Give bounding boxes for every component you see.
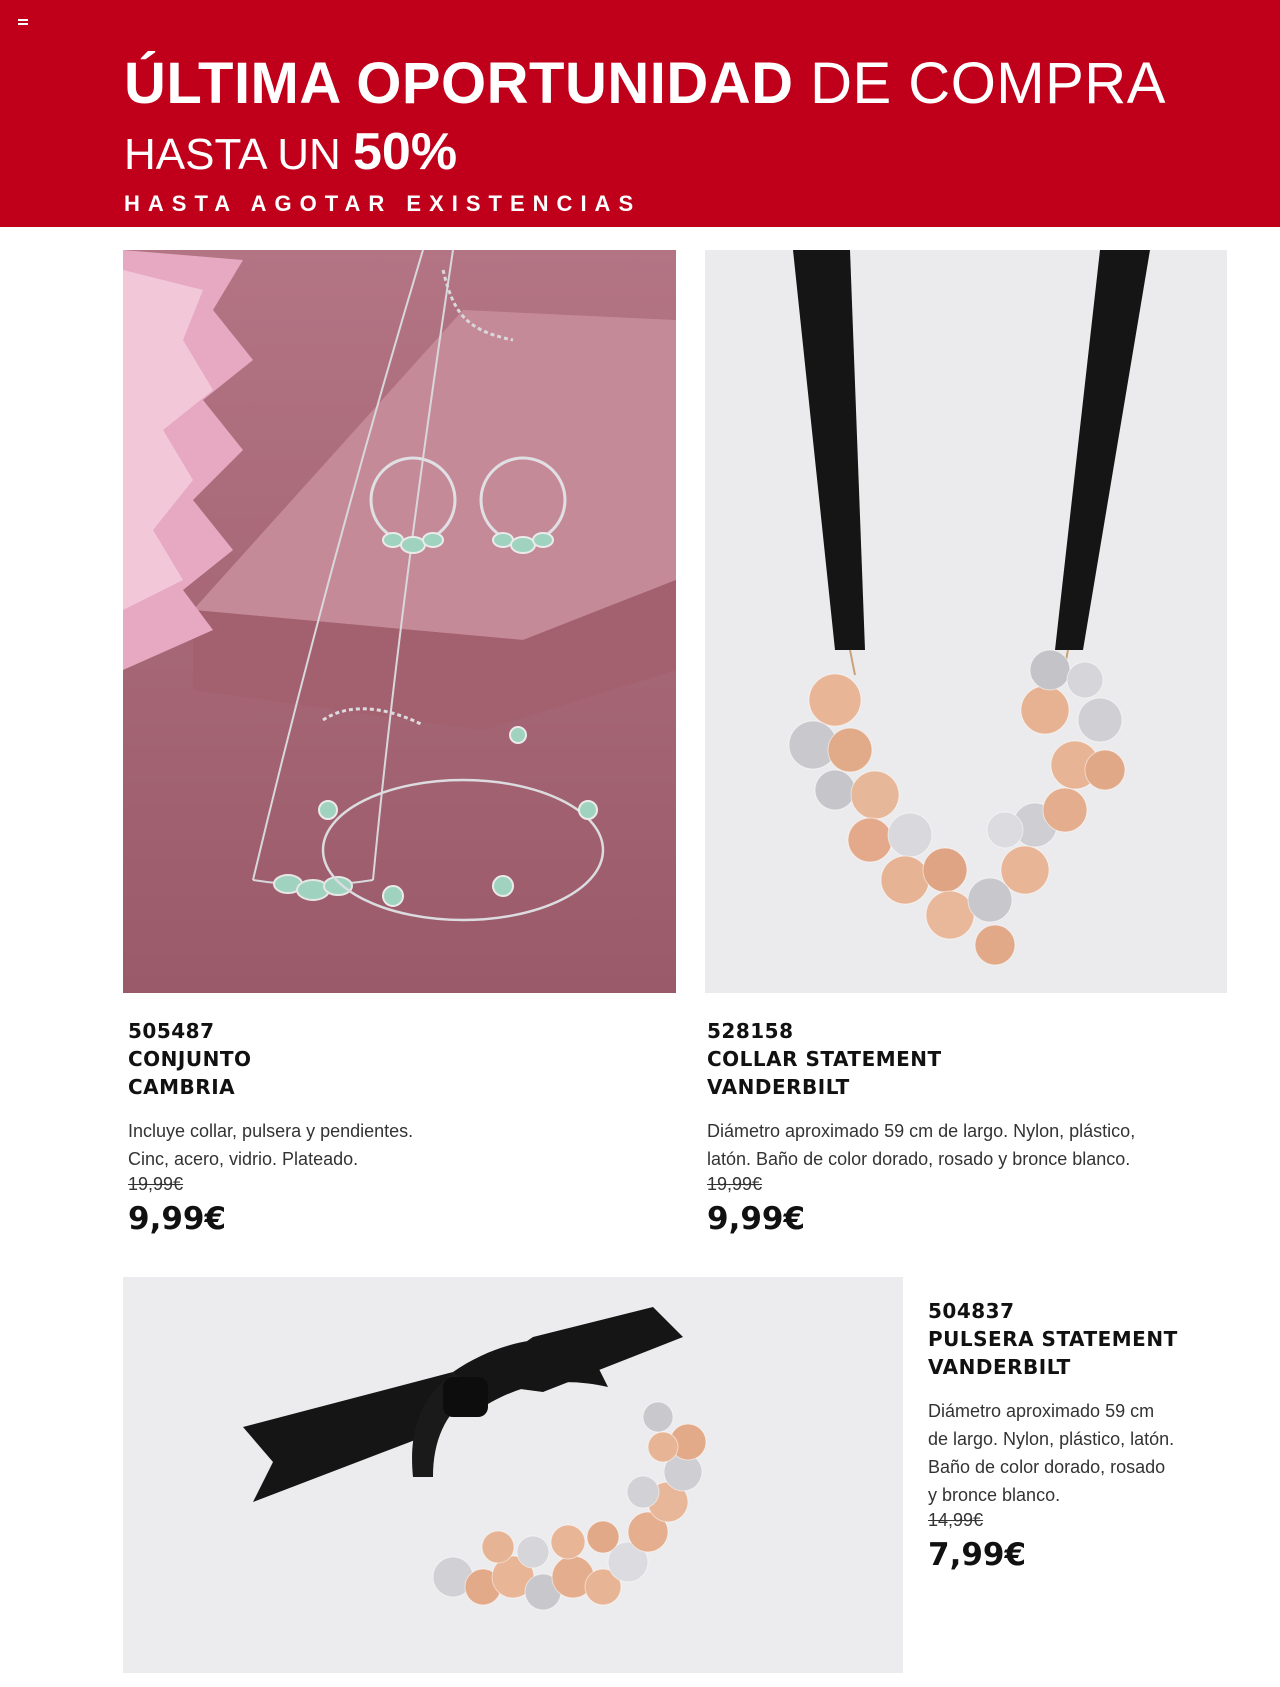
- product-description: Diámetro aproximado 59 cm de largo. Nylon, plástico, latón. Baño de color dorado, rosado y bronce blanco.: [928, 1401, 1175, 1505]
- banner-subhead: [124, 124, 457, 183]
- old-price: 14,99€: [928, 1510, 984, 1530]
- product-name: CONJUNTO CAMBRIA: [128, 1047, 252, 1099]
- product-code: 528158: [707, 1019, 794, 1043]
- subhead-percent: 50%: [353, 123, 458, 181]
- promo-banner: [0, 0, 1280, 227]
- product-description: Diámetro aproximado 59 cm de largo. Nylon, plástico, latón. Baño de color dorado, rosado y bronce blanco.: [707, 1121, 1136, 1169]
- sale-price: 9,99€: [128, 1201, 227, 1237]
- old-price: 19,99€: [128, 1174, 184, 1194]
- product-card-cambria: [128, 1017, 688, 1241]
- product-name: COLLAR STATEMENT VANDERBILT: [707, 1047, 942, 1099]
- subhead-prefix: HASTA UN: [124, 130, 341, 179]
- product-name: PULSERA STATEMENT VANDERBILT: [928, 1327, 1178, 1379]
- product-card-vanderbilt-bracelet: [928, 1297, 1258, 1577]
- product-image-vanderbilt-necklace[interactable]: [705, 250, 1227, 993]
- old-price: 19,99€: [707, 1174, 763, 1194]
- product-code: 505487: [128, 1019, 215, 1043]
- menu-icon[interactable]: [18, 19, 28, 26]
- headline-bold: ÚLTIMA OPORTUNIDAD: [124, 51, 794, 116]
- product-image-vanderbilt-bracelet[interactable]: [123, 1277, 903, 1673]
- product-code: 504837: [928, 1299, 1015, 1323]
- headline-light: DE COMPRA: [810, 51, 1166, 116]
- stock-note: HASTA AGOTAR EXISTENCIAS: [124, 191, 642, 216]
- banner-headline: [124, 52, 1166, 116]
- sale-price: 9,99€: [707, 1201, 806, 1237]
- sale-price: 7,99€: [928, 1537, 1027, 1573]
- product-image-cambria[interactable]: [123, 250, 676, 993]
- product-card-vanderbilt-necklace: [707, 1017, 1247, 1241]
- product-description: Incluye collar, pulsera y pendientes. Cinc, acero, vidrio. Plateado.: [128, 1121, 414, 1169]
